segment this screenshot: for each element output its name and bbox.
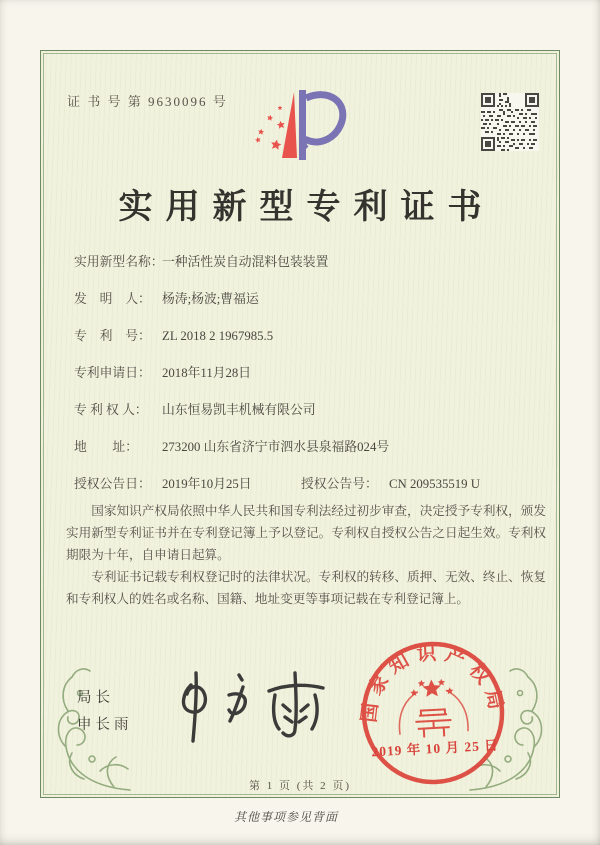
field-row-application-date: [74, 362, 546, 380]
signer-name: 申长雨: [77, 717, 133, 733]
field-label: 实用新型名称：: [74, 255, 164, 269]
field-row-inventors: [74, 288, 546, 306]
field-label: 地 址：: [74, 440, 138, 454]
field-label: 专 利 权 人：: [74, 403, 148, 417]
field-value: ZL 2018 2 1967985.5: [162, 329, 274, 343]
field-label: 专 利 号：: [74, 329, 151, 343]
field-row-patentee: [74, 399, 546, 417]
certificate-frame: [40, 50, 560, 798]
field-label: 授权公告日：: [74, 477, 151, 491]
field-list: [74, 251, 546, 510]
field-value: 273200 山东省济宁市泗水县泉福路024号: [162, 440, 390, 454]
certificate-number: 证 书 号 第 9630096 号: [67, 94, 228, 109]
field-value: CN 209535519 U: [389, 477, 481, 491]
legal-paragraph-2: 专利证书记载专利权登记时的法律状况。专利权的转移、质押、无效、终止、恢复和专利权人的姓名或名称、国籍、地址变更等事项记载在专利登记簿上。: [66, 570, 546, 606]
field-value: 2018年11月28日: [162, 366, 252, 380]
field-value: 杨涛;杨波;曹福运: [162, 292, 259, 306]
field-label: 专利申请日：: [74, 366, 151, 380]
signer-role: 局长: [77, 690, 114, 706]
field-value: 一种活性炭自动混料包装装置: [162, 255, 329, 269]
cnipa-patent-logo-icon: [243, 85, 355, 169]
field-row-address: [74, 436, 546, 454]
seal-agency-text: 国家知识产权局: [359, 643, 508, 724]
field-row-grant: [74, 473, 546, 491]
qr-code: [481, 93, 539, 151]
director-signature: [163, 663, 341, 753]
field-value: 2019年10月25日: [162, 477, 252, 491]
legal-text: [66, 500, 546, 610]
cnipa-official-seal: [353, 633, 513, 793]
signer-block: [77, 685, 133, 739]
field-label: 发 明 人：: [74, 292, 151, 306]
certificate-title: 实用新型专利证书: [118, 189, 495, 226]
field-row-name: [74, 251, 546, 269]
seal-date: 2019 年 10 月 25 日: [371, 737, 500, 760]
reverse-side-note: 其他事项参见背面: [233, 810, 338, 824]
legal-paragraph-1: 国家知识产权局依照中华人民共和国专利法经过初步审查，决定授予专利权，颁发实用新型专利证书并在专利登记簿上予以登记。专利权自授权公告之日起生效。专利权期限为十年，自申请日起算。: [66, 504, 546, 562]
field-row-patent-number: [74, 325, 546, 343]
field-value: 山东恒易凯丰机械有限公司: [162, 403, 316, 417]
field-label: 授权公告号：: [301, 477, 378, 491]
page-number: 第 1 页 (共 2 页): [248, 780, 352, 792]
